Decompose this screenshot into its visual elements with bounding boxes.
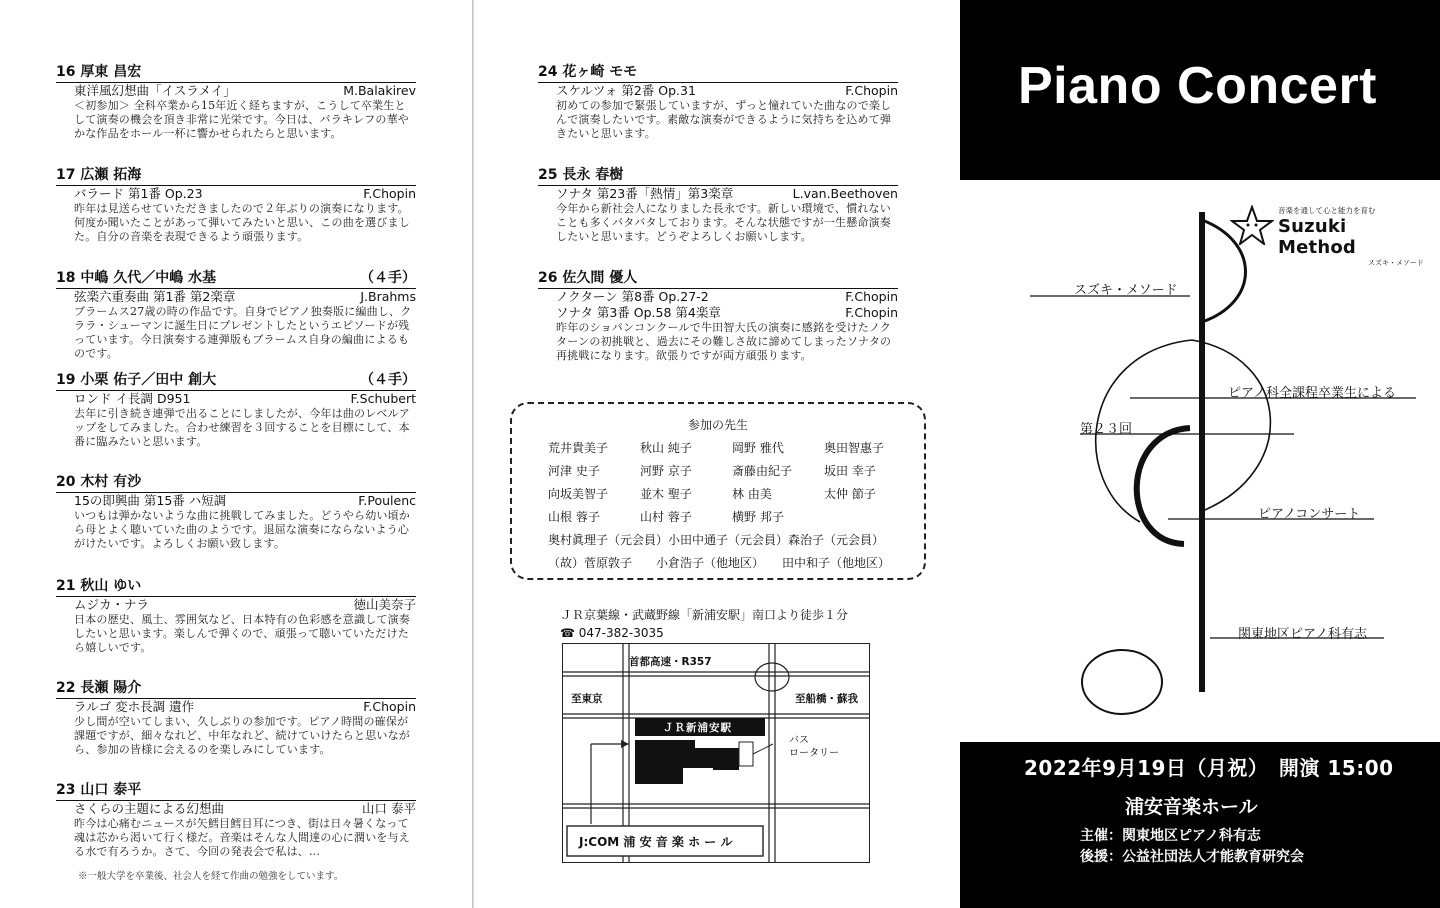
map-to-funabashi-label: 至船橋・蘇我 (795, 693, 858, 705)
performer-name: 17 広瀬 拓海 (56, 167, 142, 183)
piece-title: さくらの主題による幻想曲 (74, 801, 225, 816)
performer-name-row (56, 64, 416, 83)
piece-composer: F.Chopin (363, 186, 416, 201)
suzuki-brand: Suzuki Method (1278, 216, 1356, 258)
performer-entry (56, 474, 416, 551)
piece-title: ラルゴ 変ホ長調 遺作 (74, 699, 195, 714)
map-to-tokyo-label: 至東京 (571, 693, 603, 705)
performer-name-row (56, 782, 416, 801)
teacher-name: 太仲 節子 (824, 487, 876, 501)
performer-comment: 去年に引き続き連弾で出ることにしましたが、今年は曲のレベルアップをしてみました。合わせ練習を３回することを目標にして、本番に臨みたいと思います。 (74, 407, 410, 448)
performer-comment: ＜初参加＞ 全科卒業から15年近く経ちますが、こうして卒業生として演奏の機会を頂き非常に光栄です。今日は、バラキレフの華やかな作品をホール一杯に響かせられたらと思います。 (74, 99, 410, 140)
access-map (562, 643, 870, 863)
piece-row (56, 83, 416, 99)
cover-panel (960, 0, 1440, 908)
performer-name-row (538, 270, 898, 289)
piece-composer: F.Chopin (845, 83, 898, 98)
performer-comment: 昨年のショパンコンクールで牛田智大氏の演奏に感銘を受けたノクターンの初挑戦と、過去にその難しさ故に諦めてしまったソナタの再挑戦になります。欲張りですが両方頑張ります。 (556, 321, 892, 362)
suzuki-tagline: 音楽を通して心と能力を育む (1278, 206, 1376, 215)
performer-name: 16 厚東 昌宏 (56, 64, 142, 80)
piece-title: ノクターン 第8番 Op.27-2 (556, 289, 709, 304)
piece-composer: F.Poulenc (358, 493, 416, 508)
teachers-line: （故）菅原敦子 小倉浩子（他地区） 田中和子（他地区） (548, 556, 891, 570)
line-graduates: ピアノ科全課程卒業生による (1228, 386, 1396, 401)
piece-row (538, 305, 898, 321)
teacher-name: 河津 史子 (548, 464, 600, 478)
performer-name-row (56, 270, 416, 289)
performer-name-row (56, 167, 416, 186)
piece-row (56, 597, 416, 613)
piece-row (538, 289, 898, 305)
program-column-left (0, 0, 472, 908)
suzuki-kana: スズキ・メソード (1368, 259, 1424, 267)
piece-composer: M.Balakirev (343, 83, 416, 98)
teacher-name: 山根 蓉子 (548, 510, 600, 524)
teacher-name: 岡野 雅代 (732, 441, 784, 455)
line-concert: ピアノコンサート (1258, 507, 1361, 522)
performer-entry (56, 680, 416, 757)
piece-row (538, 83, 898, 99)
performer-entry (56, 167, 416, 244)
performer-name: 20 木村 有沙 (56, 474, 142, 490)
performer-entry (538, 64, 898, 141)
teachers-grid (548, 439, 924, 525)
access-phone: ☎ 047-382-3035 (560, 626, 664, 640)
performer-comment: ブラームス27歳の時の作品です。自身でピアノ独奏版に編曲し、クララ・シューマンに誕生日にプレゼントしたというエピソードが残っています。今日演奏する連弾版もブラームス自身の編曲によるものです。 (74, 305, 412, 360)
piece-title: スケルツォ 第2番 Op.31 (556, 83, 696, 98)
access-directions: ＪＲ京葉線・武蔵野線「新浦安駅」南口より徒歩１分 (560, 608, 849, 622)
teachers-line: 奥村眞理子（元会員）小田中通子（元会員）森治子（元会員） (548, 533, 885, 547)
piece-title: ソナタ 第3番 Op.58 第4楽章 (556, 305, 721, 320)
cover-title-band (960, 0, 1440, 180)
cover-info-band (960, 742, 1440, 908)
teachers-box (510, 402, 926, 580)
suzuki-logo (1218, 205, 1428, 268)
performer-name-row (56, 372, 416, 391)
teacher-name: 山村 蓉子 (640, 510, 692, 524)
star-icon (1230, 205, 1274, 245)
performer-entry (56, 64, 416, 141)
performer-entry (538, 167, 898, 244)
performer-note: （４手） (360, 270, 416, 286)
line-edition: 第２３回 (1080, 422, 1133, 437)
piece-composer: J.Brahms (360, 289, 416, 304)
performer-entry (538, 270, 898, 363)
teacher-name: 河野 京子 (640, 464, 692, 478)
performer-name-row (538, 167, 898, 186)
performer-name: 21 秋山 ゆい (56, 578, 142, 594)
teacher-name: 秋山 純子 (640, 441, 692, 455)
cover-title: Piano Concert (1018, 57, 1377, 115)
piece-row (538, 186, 898, 202)
teacher-name: 林 由美 (732, 487, 772, 501)
performer-name: 24 花ヶ崎 モモ (538, 64, 638, 80)
performer-name-row (538, 64, 898, 83)
performer-name-row (56, 474, 416, 493)
performer-note: （４手） (360, 372, 416, 388)
piece-row (56, 699, 416, 715)
performer-name-row (56, 680, 416, 699)
piece-row (56, 289, 416, 305)
concert-date: 2022年9月19日（月祝） 開演 15:00 (1024, 756, 1394, 780)
piece-title: 東洋風幻想曲「イスラメイ」 (74, 83, 236, 98)
performer-entry (56, 782, 416, 859)
performer-name: 25 長永 春樹 (538, 167, 624, 183)
teacher-name: 斎藤由紀子 (732, 464, 793, 478)
teacher-name: 坂田 幸子 (824, 464, 876, 478)
support-line: 後援：公益社団法人才能教育研究会 (1080, 849, 1304, 865)
performer-entry (56, 372, 416, 449)
performer-comment: いつもは弾かないような曲に挑戦してみました。どうやら幼い頃から母とよく聴いていた曲のようです。退屈な演奏にならないよう心がけたいです。よろしくお願い致します。 (74, 509, 410, 550)
piece-title: バラード 第1番 Op.23 (74, 186, 203, 201)
performer-entry (56, 270, 416, 361)
performer-name-row (56, 578, 416, 597)
teachers-title: 参加の先生 (687, 418, 748, 432)
piece-row (56, 186, 416, 202)
piece-composer: L.van.Beethoven (792, 186, 898, 201)
piece-composer: 山口 泰平 (362, 801, 416, 816)
piece-row (56, 801, 416, 817)
performer-name: 26 佐久間 優人 (538, 270, 638, 286)
line-organizer: 関東地区ピアノ科有志 (1238, 627, 1367, 642)
map-highway-label: 首都高速・R357 (629, 656, 712, 668)
performer-comment: 日本の歴史、風土、雰囲気など、日本特有の色彩感を意識して演奏したいと思います。楽しんで弾くので、頑張って聴いていただけたら嬉しいです。 (74, 613, 410, 654)
piece-title: 15の即興曲 第15番 ハ短調 (74, 493, 227, 508)
performer-comment: 昨今は心痛むニュースが矢鱈目鱈目耳につき、街は日々暑くなって魂は芯から渇いて行く様だ。音楽はそんな人間達の心に潤いを与える水で有ろうか。さて、今回の発表会で私は、… (74, 817, 410, 858)
teacher-name: 横野 邦子 (732, 510, 784, 524)
map-station-label: ＪＲ新浦安駅 (663, 722, 732, 734)
teacher-name (824, 508, 916, 525)
piece-title: ロンド イ長調 D951 (74, 391, 191, 406)
performer-comment: 初めての参加で緊張していますが、ずっと憧れていた曲なので楽しんで演奏したいです。素敵な演奏ができるように気持ちを込めて弾きたいと思います。 (556, 99, 892, 140)
map-hall-label: J:COM 浦 安 音 楽 ホ ー ル (579, 835, 733, 849)
footnote: ※一般大学を卒業後、社会人を経て作曲の勉強をしています。 (78, 871, 344, 882)
performer-name: 19 小栗 佑子／田中 創大 (56, 372, 217, 388)
map-bus-label: バス ロータリー (789, 735, 839, 759)
teacher-name: 並木 聖子 (640, 487, 692, 501)
teacher-name: 荒井貴美子 (548, 441, 609, 455)
piece-composer: F.Chopin (363, 699, 416, 714)
piece-row (56, 493, 416, 509)
performer-name: 22 長瀬 陽介 (56, 680, 142, 696)
host-line: 主催：関東地区ピアノ科有志 (1080, 828, 1261, 844)
performer-comment: 昨年は見送らせていただきましたので２年ぶりの演奏になります。何度か聞いたことがあって弾いてみたいと思い、この曲を選びました。自分の音楽を表現できるよう頑張ります。 (74, 202, 410, 243)
piece-title: 弦楽六重奏曲 第1番 第2楽章 (74, 289, 236, 304)
performer-name: 23 山口 泰平 (56, 782, 142, 798)
piece-title: ムジカ・ナラ (74, 597, 150, 612)
teacher-name: 向坂美智子 (548, 487, 609, 501)
piece-title: ソナタ 第23番「熱情」第3楽章 (556, 186, 734, 201)
piece-composer: F.Schubert (350, 391, 416, 406)
piece-composer: 徳山美奈子 (353, 597, 416, 612)
performer-comment: 少し間が空いてしまい、久しぶりの参加です。ピアノ時間の確保が課題ですが、細々なれど、中年なれど、続けていけたらと思いながら、参加の皆様に会えるのを楽しみにしています。 (74, 715, 410, 756)
performer-name: 18 中嶋 久代／中嶋 水基 (56, 270, 217, 286)
access-info (560, 606, 848, 642)
concert-hall: 浦安音楽ホール (1125, 796, 1258, 818)
piece-composer: F.Chopin (845, 305, 898, 320)
line-suzuki: スズキ・メソード (1074, 283, 1178, 298)
performer-comment: 今年から新社会人になりました長永です。新しい環境で、慣れないことも多くバタバタしております。そんな状態ですが一生懸命演奏したいと思います。どうぞよろしくお願いします。 (556, 202, 892, 243)
performer-entry (56, 578, 416, 655)
piece-composer: F.Chopin (845, 289, 898, 304)
piece-row (56, 391, 416, 407)
concert-organizers (1080, 826, 1304, 868)
teacher-name: 奥田智惠子 (824, 441, 885, 455)
